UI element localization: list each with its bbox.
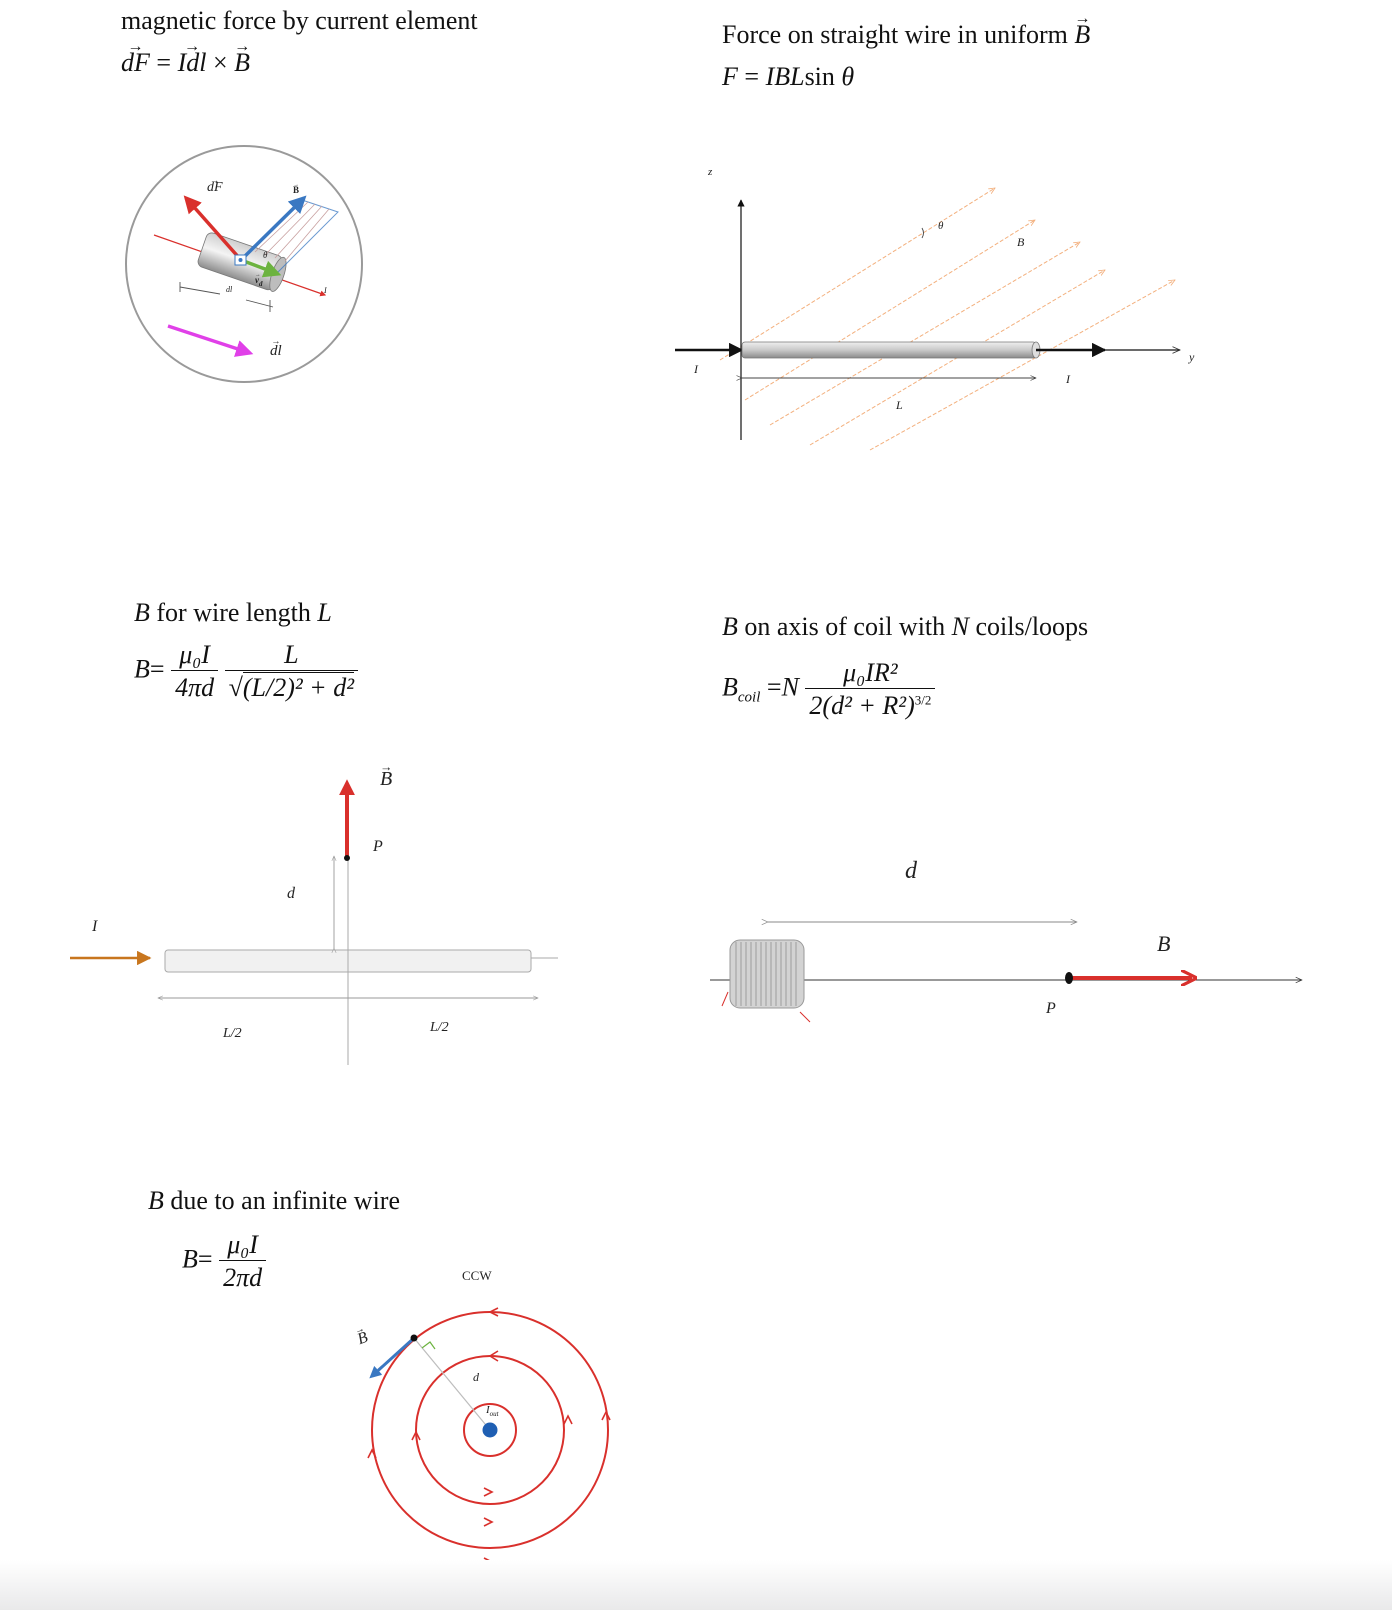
frac-L-sqrt: $\frac{L}{\text{√(L/2)² + d²}}$ (225, 640, 358, 703)
section1-equation (121, 48, 250, 78)
field-lines (720, 188, 1175, 450)
finite-wire-diagram (60, 770, 580, 1070)
fig3-label-P: P (373, 838, 383, 855)
frac-mu0I-4pid: $\frac{\text{μ₀I}}{4\pi d}$ (171, 640, 218, 703)
fig2-label-theta: θ (938, 220, 944, 232)
B-field-arrow (372, 1338, 414, 1376)
fig4-label-P: P (1046, 1000, 1056, 1017)
fig3-label-d: d (287, 885, 295, 902)
fig2-label-L: L (896, 398, 903, 412)
eq-cross: × (212, 48, 228, 77)
fig2-label-I-right: I (1066, 372, 1070, 386)
eq-dF: → dF (121, 48, 150, 78)
section5-equation: B= $\frac{\text{μ₀I}}{2\pi d}$ (182, 1230, 266, 1293)
charge-dot (239, 258, 243, 262)
frac-coil: $\frac{\text{μ₀IR²}}{2(d^2 + R^2)^{3/2}}$ (805, 658, 935, 721)
fig5-label-ccw: CCW (462, 1268, 492, 1283)
section2-equation: F = IBLsin θ (722, 62, 855, 91)
section3-equation: B= $\frac{\text{μ₀I}}{4\pi d}$ $\frac{L}{\text{√(L/2)² + d²}}$ (134, 640, 358, 703)
eq-B: → B (234, 48, 250, 78)
B-arrow (241, 198, 304, 260)
section1-title: magnetic force by current element (121, 6, 478, 35)
current-element-diagram (110, 140, 380, 390)
infinite-wire-diagram (350, 1290, 630, 1565)
fig1-label-theta: θ (263, 250, 268, 260)
point-P (344, 855, 350, 861)
wire-rod (742, 342, 1036, 358)
fig3-label-I: I (92, 918, 98, 935)
section4-equation: $B_{coil} =N$ $\frac{\text{μ₀IR²}}{2(d^2 + R^2)^{3/2}}$ (722, 658, 935, 721)
point-P (1065, 972, 1073, 984)
fig1-label-I: I (324, 286, 327, 295)
fig5-label-d: d (473, 1370, 479, 1384)
section3-title: B for wire length L (134, 598, 332, 627)
fig4-label-B: B (1157, 931, 1171, 956)
eq-Idl: → Idl (178, 48, 207, 78)
straight-wire-diagram (660, 170, 1220, 460)
section4-title: B on axis of coil with N coils/loops (722, 612, 1089, 641)
wire-out-dot (483, 1423, 498, 1438)
fig3-label-L2-left: L/2 (223, 1026, 242, 1041)
fig1-label-dl: dl (226, 285, 233, 294)
coil (722, 940, 810, 1022)
frac-infinite-wire: $\frac{\text{μ₀I}}{2\pi d}$ (219, 1230, 266, 1293)
fig4-label-d: d (905, 858, 917, 884)
fig1-label-dF: → dF (207, 180, 223, 196)
fig3-label-L2-right: L/2 (430, 1020, 449, 1035)
fig2-label-z: z (708, 166, 713, 178)
fig1-label-dl-vec: → dl (270, 343, 282, 360)
section5-title: B due to an infinite wire (148, 1186, 400, 1215)
fig2-label-B: B (1017, 235, 1025, 249)
field-point (411, 1335, 418, 1342)
theta-arc (922, 228, 924, 238)
fig3-label-B: → B (380, 768, 392, 791)
eq-equals: = (156, 48, 172, 77)
bottom-fade (0, 1560, 1392, 1610)
coil-axis-diagram (700, 900, 1310, 1030)
fig5-label-B: → B (355, 1329, 370, 1349)
dl-vector-arrow (168, 326, 250, 353)
fig1-label-vd: → $v_d$ (255, 275, 263, 288)
fig2-label-I-left: I (694, 362, 698, 376)
fig5-label-Iout: $I_{out}$ (486, 1404, 499, 1419)
fig1-label-B: → B (293, 185, 299, 195)
fig2-label-y: y (1189, 350, 1195, 364)
right-angle-mark (422, 1342, 435, 1349)
section2-title: Force on straight wire in uniform → B (722, 20, 1090, 50)
